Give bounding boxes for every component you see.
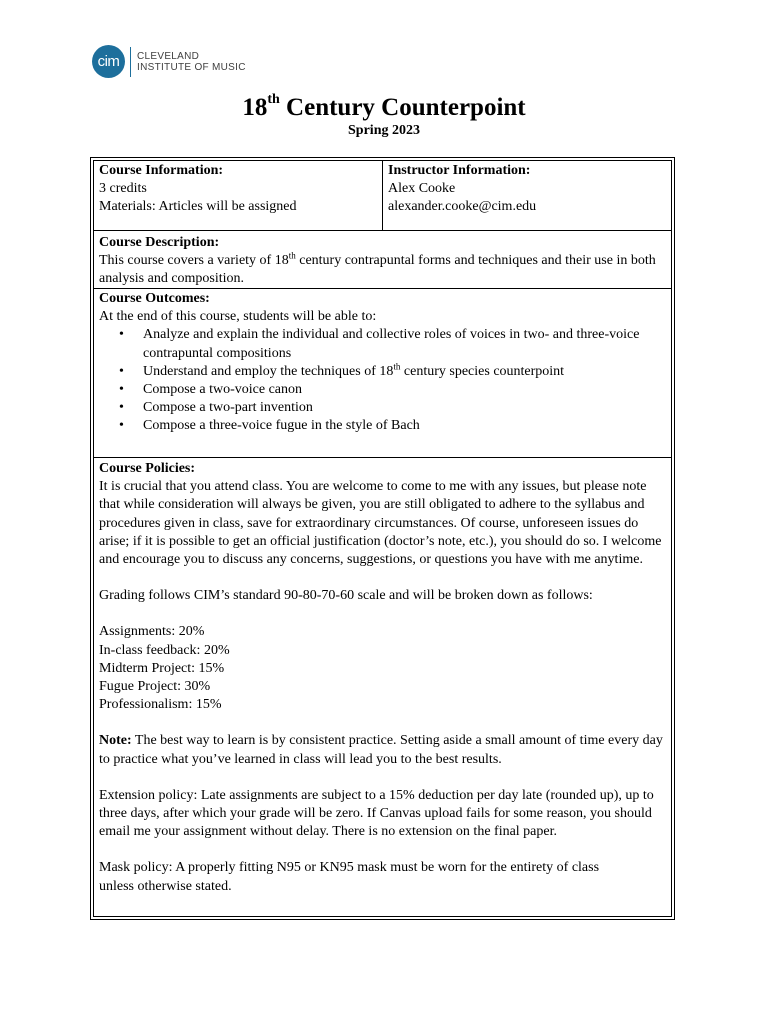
course-description-text — [99, 252, 666, 288]
course-info-heading: Course Information: — [99, 163, 224, 178]
list-item — [99, 363, 666, 381]
extension-policy: Extension policy: Late assignments are subject to a 15% deduction per day late (rounded up), up to three days, after which your grade will be zero. If Canvas upload fails for some reason, you should email me your assignment without delay. There is no extension on the final paper. — [99, 787, 654, 840]
mask-policy: Mask policy: A properly fitting N95 or KN95 mask must be worn for the entirety of class unless otherwise stated. — [99, 860, 600, 894]
instructor-cell — [382, 160, 672, 219]
grade-item: Professionalism: 15% — [99, 697, 222, 713]
course-outcomes-intro: At the end of this course, students will be able to: — [99, 309, 377, 325]
spacer — [99, 841, 666, 859]
outcome-text-a: Understand and employ the techniques of 18 — [143, 363, 394, 379]
logo-line-1: CLEVELAND — [137, 51, 200, 62]
title-number: 18 — [242, 94, 268, 121]
title-superscript: th — [267, 91, 280, 107]
list-item: • Compose a three-voice fugue in the style of Bach — [99, 417, 666, 435]
grade-item: Assignments: 20% — [99, 624, 205, 640]
instructor-heading: Instructor Information: — [388, 163, 531, 178]
course-outcomes-cell — [93, 288, 672, 438]
course-credits: 3 credits — [99, 181, 147, 197]
course-outcomes-list — [99, 326, 666, 435]
page-subtitle: Spring 2023 — [348, 123, 420, 138]
practice-note — [99, 732, 666, 768]
grade-item: Fugue Project: 30% — [99, 679, 211, 695]
list-item: • Compose a two-voice canon — [99, 381, 666, 399]
course-outcomes-heading: Course Outcomes: — [99, 291, 210, 306]
title-text: Century Counterpoint — [279, 94, 526, 121]
grading-intro: Grading follows CIM’s standard 90-80-70-60 scale and will be broken down as follows: — [99, 588, 593, 604]
grade-breakdown — [99, 623, 666, 714]
course-policies-heading: Course Policies: — [99, 461, 196, 476]
spacer — [99, 605, 666, 623]
course-description-sup: th — [288, 250, 296, 261]
syllabus-table — [90, 157, 675, 920]
outcome-sup: th — [393, 361, 401, 372]
logo-divider — [130, 47, 131, 77]
instructor-name: Alex Cooke — [388, 181, 456, 197]
note-text: The best way to learn is by consistent practice. Setting aside a small amount of time every day to practice what you’ve learned in class will lead you to the best results. — [99, 733, 663, 767]
cim-logo-mark: cim — [92, 45, 125, 78]
course-info-cell — [93, 160, 383, 219]
note-label: Note: — [99, 733, 132, 749]
course-description-cell — [93, 232, 672, 291]
list-item: • Analyze and explain the individual and collective roles of voices in two- and three-voice contrapuntal compositions — [99, 326, 666, 362]
attendance-policy: It is crucial that you attend class. You are welcome to come to me with any issues, but please note that while consideration will always be given, you are still obligated to adhere to the syllabus and procedures given in class, save for extraordinary circumstances. Of course, unforeseen issues do arise; if it is possible to get an official justification (doctor’s note, etc.), you should do so. I welcome and encourage you to discuss any concerns, suggestions, or questions you have with me anytime. — [99, 479, 662, 568]
grade-item: In-class feedback: 20% — [99, 642, 230, 658]
spacer — [99, 769, 666, 787]
outcome-text-b: century species counterpoint — [400, 363, 565, 379]
page-title — [0, 91, 768, 122]
list-item: • Compose a two-part invention — [99, 399, 666, 417]
grade-item: Midterm Project: 15% — [99, 660, 225, 676]
spacer — [99, 714, 666, 732]
spacer — [99, 569, 666, 587]
course-materials: Materials: Articles will be assigned — [99, 199, 297, 215]
course-description-heading: Course Description: — [99, 235, 220, 250]
course-policies-cell — [93, 458, 672, 898]
logo-wordmark — [137, 51, 297, 73]
course-description-text-a: This course covers a variety of 18 — [99, 253, 289, 269]
instructor-email: alexander.cooke@cim.edu — [388, 199, 537, 215]
course-description-text-b: century contrapuntal forms and techniques and their use in both analysis and composition. — [99, 253, 656, 287]
logo-line-2: INSTITUTE OF MUSIC — [137, 62, 246, 73]
